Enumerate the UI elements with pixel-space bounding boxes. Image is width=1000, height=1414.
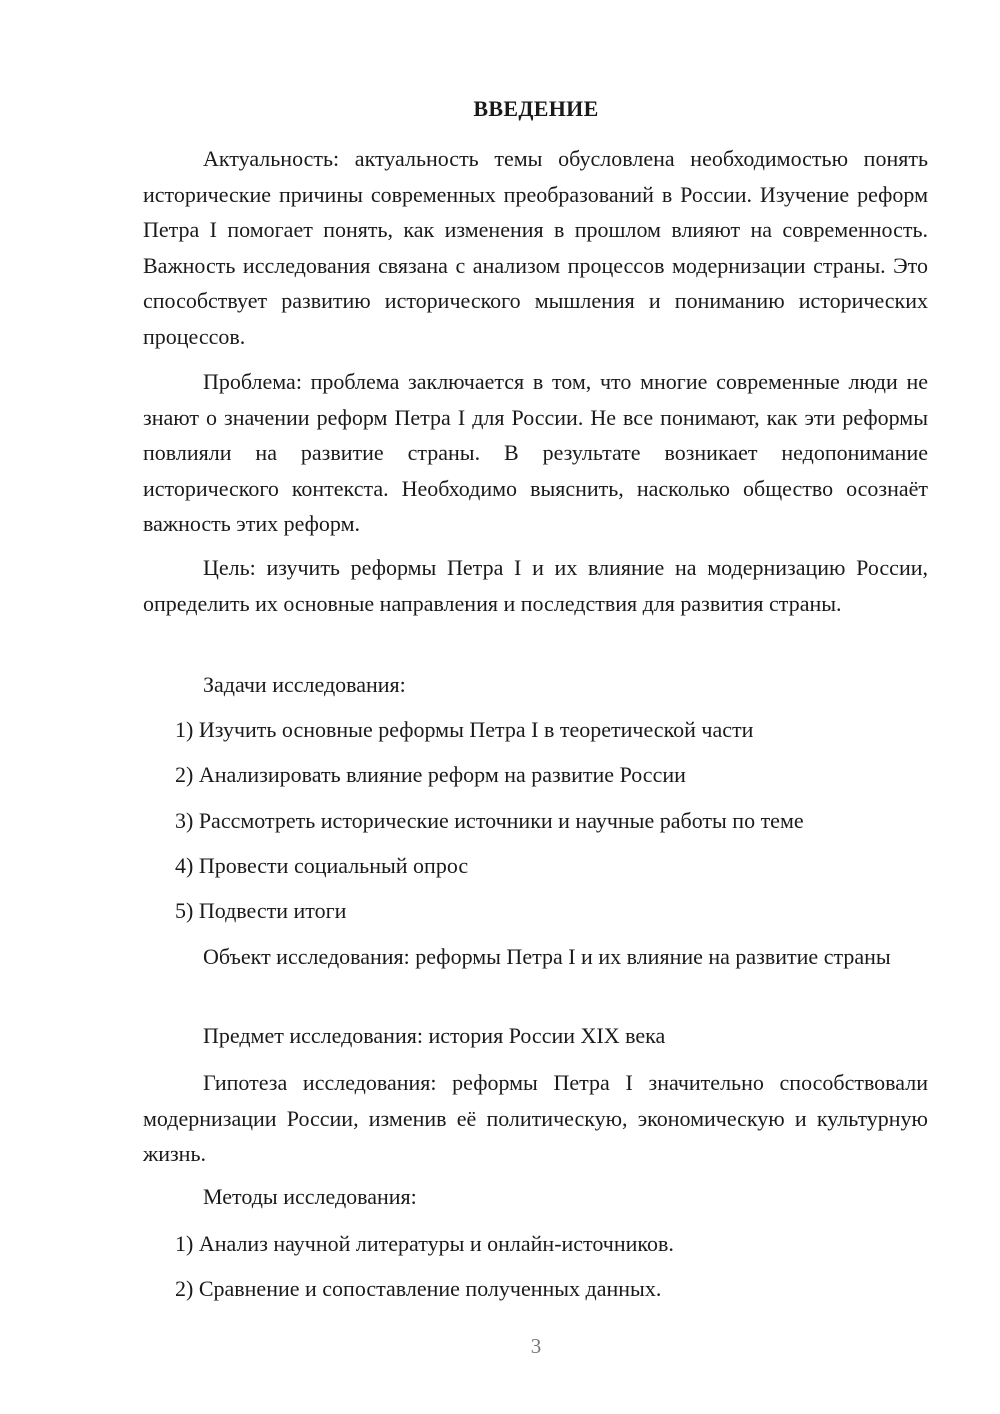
- goal-paragraph: [143, 550, 928, 621]
- page-title: ВВЕДЕНИЕ: [473, 96, 599, 121]
- method-item-1: 1) Анализ научной литературы и онлайн-источников.: [175, 1231, 674, 1256]
- task-item-4: 4) Провести социальный опрос: [175, 853, 469, 878]
- methods-heading: Методы исследования:: [203, 1184, 417, 1209]
- relevance-paragraph: [143, 141, 928, 354]
- problem-paragraph: [143, 364, 928, 542]
- task-item-3: 3) Рассмотреть исторические источники и научные работы по теме: [175, 808, 804, 833]
- object-paragraph: [143, 939, 928, 975]
- hypothesis-paragraph: [143, 1065, 928, 1172]
- task-item-5: 5) Подвести итоги: [175, 898, 347, 923]
- hypothesis-text: Гипотеза исследования: реформы Петра I значительно способствовали модернизации России, изменив её политическую, экономическую и культурную жизнь.: [143, 1070, 928, 1166]
- page-number: 3: [530, 1334, 542, 1358]
- tasks-heading: Задачи исследования:: [203, 672, 406, 697]
- method-item-2: 2) Сравнение и сопоставление полученных данных.: [175, 1276, 662, 1301]
- task-item-1: 1) Изучить основные реформы Петра I в теоретической части: [175, 717, 754, 742]
- subject-line: Предмет исследования: история России XIX века: [203, 1023, 666, 1048]
- relevance-text: Актуальность: актуальность темы обусловлена необходимостью понять исторические причины современных преобразований в России. Изучение реформ Петра I помогает понять, как изменения в прошлом влияют на современность. Важность исследования связана с анализом процессов модернизации страны. Это способствует развитию исторического мышления и пониманию исторических процессов.: [143, 146, 928, 349]
- task-item-2: 2) Анализировать влияние реформ на развитие России: [175, 762, 686, 787]
- goal-text: Цель: изучить реформы Петра I и их влияние на модернизацию России, определить их основные направления и последствия для развития страны.: [143, 555, 928, 616]
- object-text: Объект исследования: реформы Петра I и их влияние на развитие страны: [203, 944, 891, 969]
- problem-text: Проблема: проблема заключается в том, что многие современные люди не знают о значении реформ Петра I для России. Не все понимают, как эти реформы повлияли на развитие страны. В результате возникает недопонимание исторического контекста. Необходимо выяснить, насколько общество осознаёт важность этих реформ.: [143, 369, 928, 536]
